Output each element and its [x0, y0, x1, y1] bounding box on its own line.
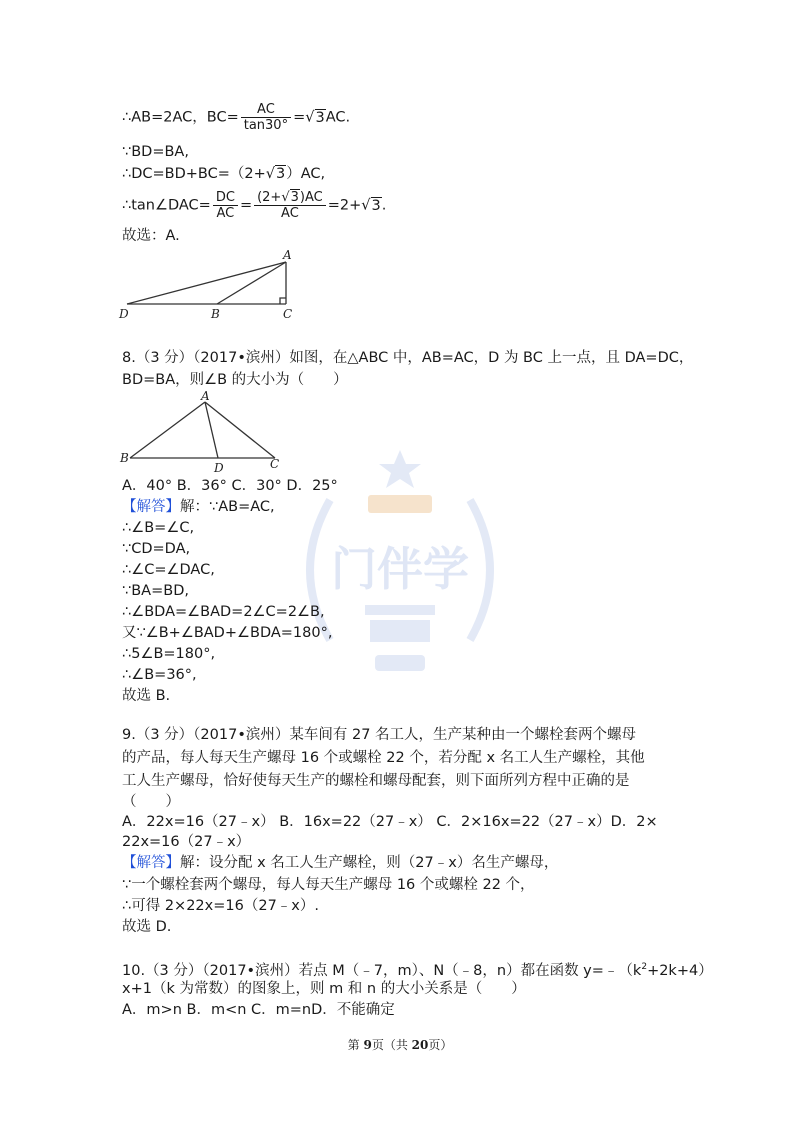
sqrt-icon: √: [265, 166, 276, 182]
q8-stem-1: 8.（3 分）（2017•滨州）如图，在△ABC 中，AB=AC，D 为 BC 上一点，且 DA=DC，: [122, 350, 694, 366]
segment-ba: [130, 402, 205, 458]
q8-stem-2: BD=BA，则∠B 的大小为（ ）: [122, 372, 348, 388]
figure-q7-triangle: [115, 248, 305, 323]
q7-line-3: ∴DC=BD+BC=（2+√3）AC,: [122, 166, 326, 182]
q9-solution-3: ∴可得 2×22x=16（27﹣x）.: [122, 898, 319, 914]
segment-da: [127, 262, 286, 304]
q9-solution-2: ∵一个螺栓套两个螺母，每人每天生产螺母 16 个或螺栓 22 个，: [122, 877, 535, 893]
q9-stem-1: 9.（3 分）（2017•滨州）某车间有 27 名工人，生产某种由一个螺栓套两个螺母: [122, 727, 637, 743]
label-a: A: [283, 248, 292, 262]
fraction-expression-over-ac: $\frac{(2+√3)AC}{AC}$: [254, 190, 326, 221]
label-c: C: [283, 307, 293, 321]
label-d: D: [119, 307, 129, 321]
q8-solution-7: 又∵∠B+∠BAD+∠BDA=180°,: [122, 625, 333, 641]
segment-ba: [217, 262, 286, 304]
sqrt-icon: √: [281, 190, 290, 205]
q9-stem-2: 的产品，每人每天生产螺母 16 个或螺栓 22 个，若分配 x 名工人生产螺栓，其他: [122, 750, 645, 766]
q9-stem-3: 工人生产螺母，恰好使每天生产的螺栓和螺母配套，则下面所列方程中正确的是: [122, 773, 630, 789]
watermark-text: 门伴学: [331, 542, 469, 596]
q10-stem-2: x+1（k 为常数）的图象上，则 m 和 n 的大小关系是（ ）: [122, 981, 526, 997]
figure-q8-triangle: [115, 390, 290, 475]
q9-solution-1: 【解答】解：设分配 x 名工人生产螺栓，则（27﹣x）名生产螺母，: [122, 855, 559, 871]
q8-solution-1: 【解答】解：∵AB=AC,: [122, 499, 275, 515]
q9-options-1: A．22x=16（27﹣x） B．16x=22（27﹣x） C．2×16x=22（27﹣x）D．2×: [122, 814, 658, 830]
q9-stem-4: （ ）: [122, 794, 180, 810]
q8-solution-9: ∴∠B=36°,: [122, 667, 197, 683]
label-a: A: [201, 390, 210, 403]
page-footer: 第 9页（共 20页）: [347, 1038, 453, 1052]
q7-line-2: ∵BD=BA,: [122, 144, 189, 160]
q8-answer: 故选 B.: [122, 688, 171, 704]
q8-options: A．40° B．36° C．30° D．25°: [122, 478, 338, 494]
sqrt-icon: √: [361, 197, 371, 214]
q7-line-1: ∴AB=2AC，BC= $\frac{AC}{\tan 30^\circ}$ =√3AC.: [122, 102, 351, 133]
page-total: 20: [411, 1038, 429, 1052]
q8-solution-2: ∴∠B=∠C,: [122, 520, 195, 536]
answer-tag: 【解答】: [122, 855, 180, 871]
answer-tag: 【解答】: [122, 499, 180, 515]
fraction-ac-over-tan30: $\frac{AC}{\tan 30^\circ}$: [241, 102, 291, 133]
q8-solution-4: ∴∠C=∠DAC,: [122, 562, 215, 578]
label-b: B: [211, 307, 220, 321]
q8-solution-5: ∵BA=BD,: [122, 583, 189, 599]
q8-solution-3: ∵CD=DA,: [122, 541, 191, 557]
q7-answer: 故选：A.: [122, 228, 180, 244]
q9-options-2: 22x=16（27﹣x）: [122, 834, 251, 850]
fraction-dc-over-ac: $\frac{DC}{AC}$: [213, 190, 238, 221]
right-angle-mark: [280, 298, 286, 304]
label-c: C: [270, 457, 280, 471]
page-number: 9: [363, 1038, 372, 1052]
q8-solution-6: ∴∠BDA=∠BAD=2∠C=2∠B,: [122, 604, 325, 620]
label-d: D: [214, 461, 224, 475]
q10-stem-1: 10.（3 分）（2017•滨州）若点 M（﹣7，m）、N（﹣8，n）都在函数 $y=﹣(k^2+2k+4)$: [122, 962, 713, 979]
q7-line-4: ∴tan∠DAC= $\frac{DC}{AC}$ = $\frac{(2+√3)AC}{AC}$ =2+√3.: [122, 190, 387, 221]
q10-options: A．m>n B．m<n C．m=nD．不能确定: [122, 1002, 395, 1018]
q8-solution-8: ∴5∠B=180°,: [122, 646, 216, 662]
label-b: B: [120, 451, 129, 465]
q9-answer: 故选 D.: [122, 919, 172, 935]
sqrt-icon: √: [305, 109, 315, 126]
